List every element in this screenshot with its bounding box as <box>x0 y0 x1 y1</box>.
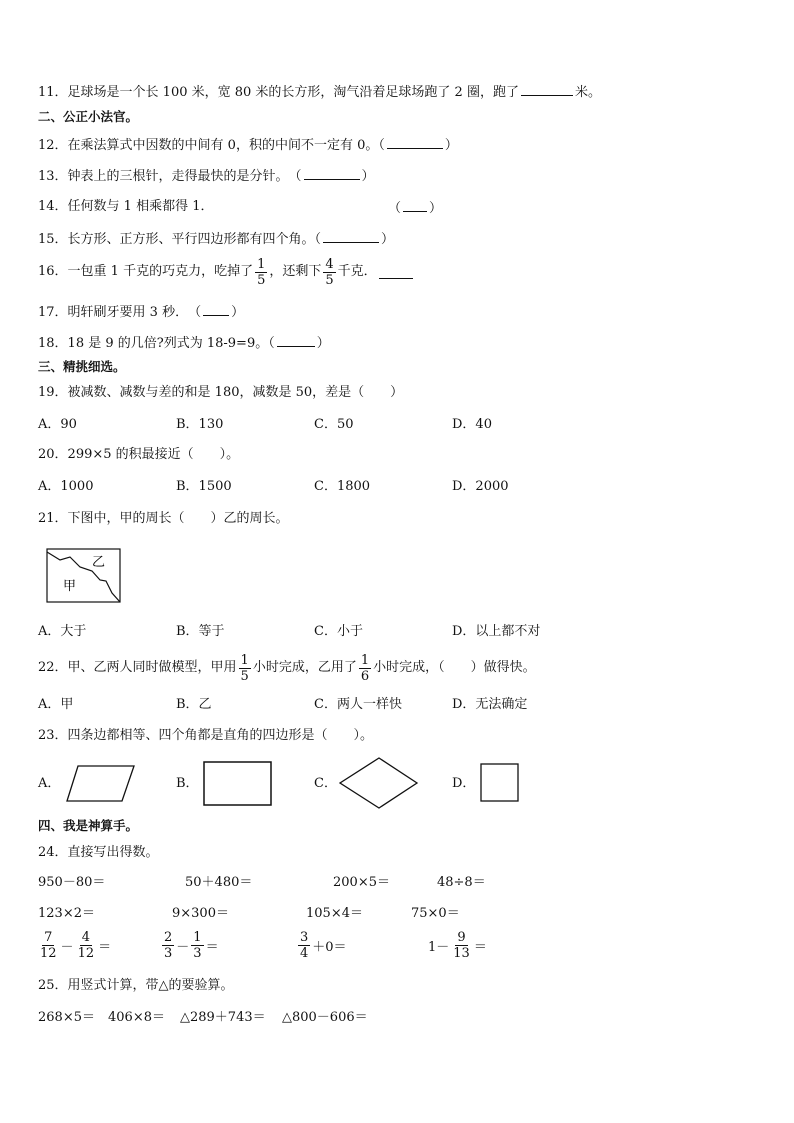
question-12: 12．在乘法算式中因数的中间有 0，积的中间不一定有 0。（ ） <box>38 138 458 153</box>
option-d[interactable]: D．以上都不对 <box>452 624 541 639</box>
option-a[interactable]: A．90 <box>38 417 77 432</box>
option-c[interactable]: C．两人一样快 <box>314 697 402 712</box>
answer-blank[interactable] <box>323 230 379 243</box>
option-c[interactable]: C．50 <box>314 417 354 432</box>
vertical-calc-item: 268×5＝ <box>38 1010 95 1025</box>
answer-blank[interactable] <box>379 266 413 279</box>
answer-blank[interactable] <box>387 136 443 149</box>
option-c[interactable]: C．小于 <box>314 624 363 639</box>
question-14-answer: （ ） <box>388 201 443 216</box>
question-24: 24．直接写出得数。 <box>38 845 159 860</box>
answer-blank[interactable] <box>304 167 360 180</box>
rectangle-shape[interactable] <box>203 761 273 807</box>
fraction-calc-4: 1－ $\frac{9}{13}$ ＝ <box>428 930 487 961</box>
fraction-calc-3: $\frac{3}{4}$ ＋0＝ <box>300 930 347 961</box>
answer-blank[interactable] <box>203 303 229 316</box>
option-a[interactable]: A． <box>38 776 61 791</box>
question-17: 17．明轩刷牙要用 3 秒． （ ） <box>38 305 245 320</box>
question-14: 14．任何数与 1 相乘都得 1． <box>38 199 214 214</box>
calc-item: 123×2＝ <box>38 906 95 921</box>
answer-blank[interactable] <box>521 83 573 96</box>
fraction-calc-1: $\frac{7}{12}$ － $\frac{4}{12}$ ＝ <box>40 930 112 961</box>
option-b[interactable]: B．1500 <box>176 479 232 494</box>
question-25: 25．用竖式计算，带△的要验算。 <box>38 978 234 993</box>
perimeter-figure <box>46 548 122 604</box>
question-16: 16．一包重 1 千克的巧克力，吃掉了 $\frac{1}{5}$ ，还剩下 $\frac{4}{5}$ 千克． <box>38 255 415 289</box>
fraction: $\frac{1}{5}$ <box>257 256 266 288</box>
fraction-calc-2: $\frac{2}{3}$ － $\frac{1}{3}$ ＝ <box>164 930 219 961</box>
rhombus-shape[interactable] <box>339 757 419 809</box>
question-21: 21．下图中，甲的周长（ ）乙的周长。 <box>38 511 289 526</box>
section-heading-3: 三、精挑细选。 <box>38 359 126 374</box>
option-b[interactable]: B．乙 <box>176 697 212 712</box>
calc-item: 950－80＝ <box>38 875 106 890</box>
fraction: $\frac{1}{5}$ <box>240 652 249 684</box>
option-a[interactable]: A．大于 <box>38 624 87 639</box>
option-b[interactable]: B． <box>176 776 199 791</box>
question-13: 13．钟表上的三根针，走得最快的是分针。 （ ） <box>38 169 375 184</box>
question-23: 23．四条边都相等、四个角都是直角的四边形是（ ）。 <box>38 728 374 743</box>
section-heading-4: 四、我是神算手。 <box>38 818 139 833</box>
option-b[interactable]: B．130 <box>176 417 224 432</box>
calc-item: 9×300＝ <box>172 906 229 921</box>
option-b[interactable]: B．等于 <box>176 624 225 639</box>
question-11: 11．足球场是一个长 100 米，宽 80 米的长方形，淘气沿着足球场跑了 2 圈，跑了 米。 <box>38 85 601 100</box>
fraction: $\frac{4}{5}$ <box>325 256 334 288</box>
vertical-calc-item: 406×8＝ <box>108 1010 165 1025</box>
option-d[interactable]: D．2000 <box>452 479 509 494</box>
calc-item: 105×4＝ <box>306 906 363 921</box>
option-c[interactable]: C．1800 <box>314 479 371 494</box>
square-shape[interactable] <box>480 763 520 803</box>
calc-item: 200×5＝ <box>333 875 390 890</box>
calc-item: 48÷8＝ <box>437 875 486 890</box>
section-heading-2: 二、公正小法官。 <box>38 109 139 124</box>
calc-item: 50＋480＝ <box>185 875 253 890</box>
option-d[interactable]: D． <box>452 776 476 791</box>
option-a[interactable]: A．1000 <box>38 479 94 494</box>
calc-item: 75×0＝ <box>411 906 460 921</box>
question-18: 18．18 是 9 的几倍?列式为 18-9=9。（ ） <box>38 336 330 351</box>
question-22: 22．甲、乙两人同时做模型，甲用 $\frac{1}{5}$ 小时完成，乙用了 $\frac{1}{6}$ 小时完成，（ ）做得快。 <box>38 652 536 684</box>
parallelogram-shape[interactable] <box>66 765 136 803</box>
option-d[interactable]: D．无法确定 <box>452 697 528 712</box>
answer-blank[interactable] <box>403 199 427 212</box>
option-c[interactable]: C． <box>314 776 337 791</box>
vertical-calc-item: △289＋743＝ <box>180 1010 266 1025</box>
fraction: $\frac{1}{6}$ <box>360 652 370 684</box>
question-15: 15．长方形、正方形、平行四边形都有四个角。（ ） <box>38 232 395 247</box>
vertical-calc-item: △800－606＝ <box>282 1010 368 1025</box>
question-19: 19．被减数、减数与差的和是 180，减数是 50，差是（ ） <box>38 385 404 400</box>
label-yi: 乙 <box>92 555 106 570</box>
option-a[interactable]: A．甲 <box>38 697 74 712</box>
option-d[interactable]: D．40 <box>452 417 492 432</box>
label-jia: 甲 <box>63 579 77 594</box>
question-20: 20．299×5 的积最接近（ ）。 <box>38 447 240 462</box>
answer-blank[interactable] <box>277 334 315 347</box>
